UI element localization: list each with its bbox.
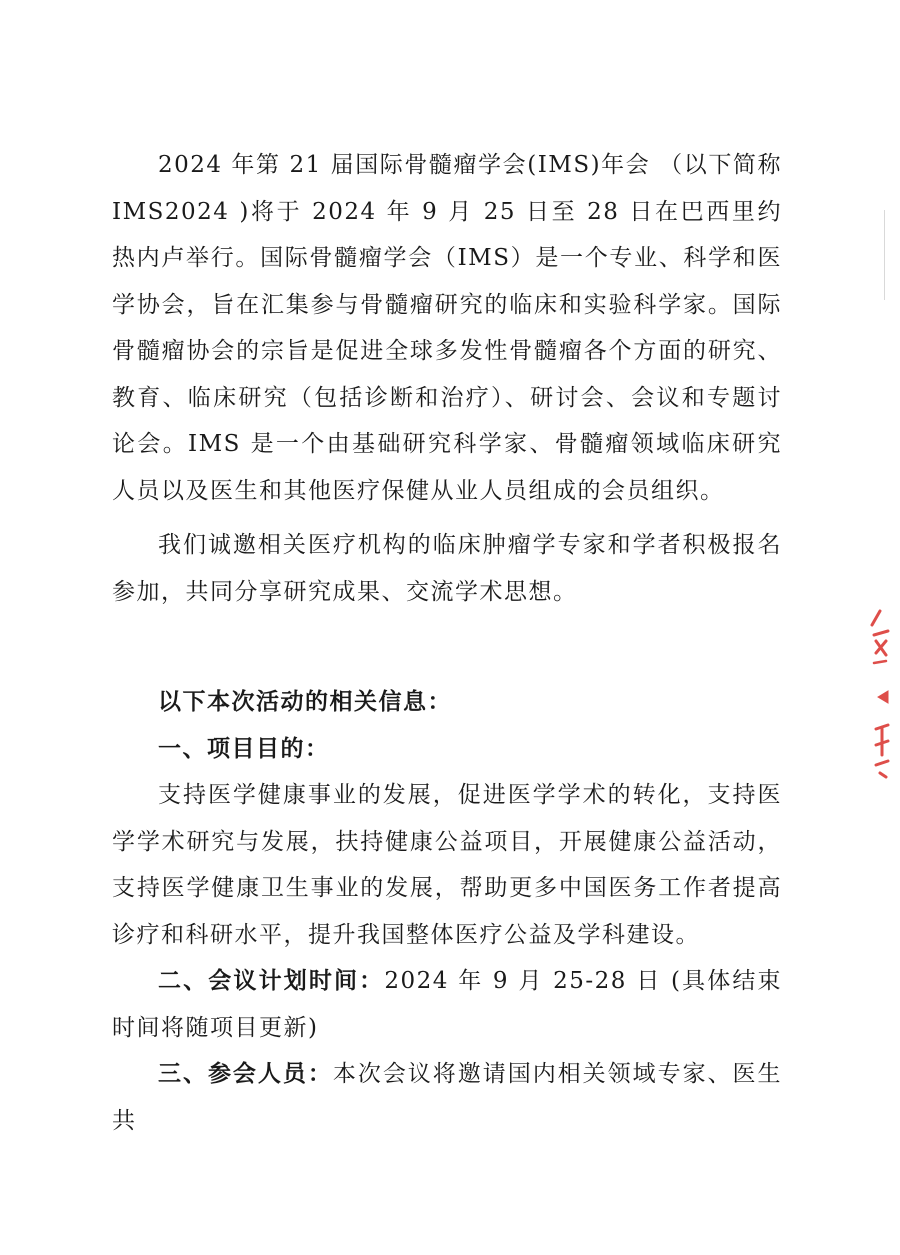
document-body bbox=[112, 142, 782, 1144]
section2-body: 2024 年 9 月 25-28 日 (具体结束时间将随项目更新) bbox=[112, 968, 783, 1041]
section2-label: 二、会议计划时间： bbox=[158, 967, 385, 994]
section3-body: 本次会议将邀请国内相关领域专家、医生共 bbox=[112, 1061, 783, 1134]
scan-edge-mark bbox=[884, 210, 885, 300]
red-seal-stamp-icon bbox=[866, 605, 894, 785]
info-heading: 以下本次活动的相关信息： bbox=[158, 688, 452, 715]
intro-paragraph: 2024 年第 21 届国际骨髓瘤学会(IMS)年会 （以下简称 IMS2024 )将于 2024 年 9 月 25 日至 28 日在巴西里约热内卢举行。国际骨髓瘤学会（IMS）是一个专业、科学和医学协会，旨在汇集参与骨髓瘤研究的临床和实验科学家。国际骨髓瘤协会的宗旨是促进全球多发性骨髓瘤各个方面的研究、教育、临床研究（包括诊断和治疗）、研讨会、会议和专题讨论会。IMS 是一个由基础研究科学家、骨髓瘤领域临床研究人员以及医生和其他医疗保健从业人员组成的会员组织。 bbox=[112, 152, 782, 504]
section1-body: 支持医学健康事业的发展，促进医学学术的转化，支持医学学术研究与发展，扶持健康公益项目，开展健康公益活动，支持医学健康卫生事业的发展，帮助更多中国医务工作者提高诊疗和科研水平，提升我国整体医疗公益及学科建设。 bbox=[112, 782, 782, 948]
section2 bbox=[112, 958, 782, 1051]
section3-label: 三、参会人员： bbox=[158, 1060, 333, 1087]
invitation-paragraph: 我们诚邀相关医疗机构的临床肿瘤学专家和学者积极报名参加，共同分享研究成果、交流学术思想。 bbox=[112, 532, 782, 605]
section3 bbox=[112, 1051, 782, 1144]
section1-heading: 一、项目目的： bbox=[158, 734, 330, 762]
